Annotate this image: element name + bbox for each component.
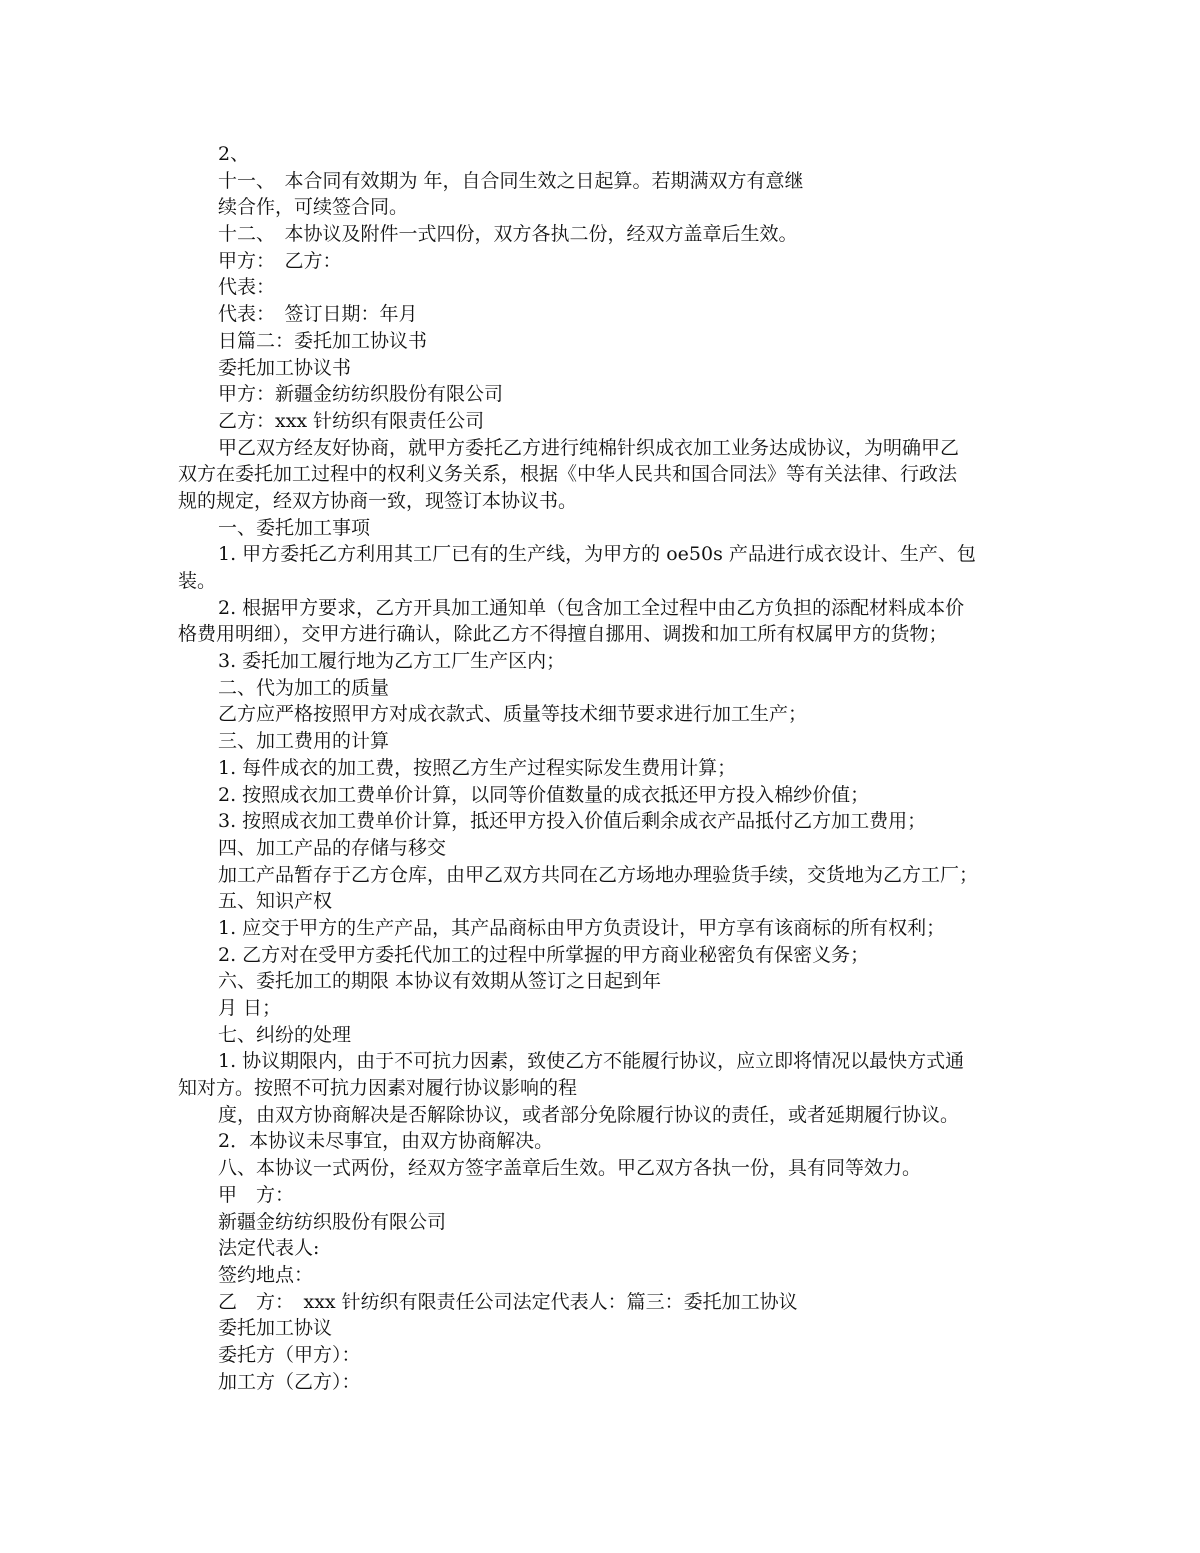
document-line: 1. 每件成衣的加工费，按照乙方生产过程实际发生费用计算； <box>218 756 737 779</box>
document-line: 甲方： 乙方： <box>218 249 342 272</box>
document-line: 三、加工费用的计算 <box>218 730 390 753</box>
document-line: 六、委托加工的期限 本协议有效期从签订之日起到年 <box>218 970 662 993</box>
document-body <box>178 141 1028 1395</box>
document-line: 四、加工产品的存储与移交 <box>218 836 447 859</box>
document-line: 八、本协议一式两份，经双方签字盖章后生效。甲乙双方各执一份，具有同等效力。 <box>218 1157 922 1180</box>
document-line: 五、知识产权 <box>218 890 333 913</box>
document-line: 1. 甲方委托乙方利用其工厂已有的生产线，为甲方的 oe50s 产品进行成衣设计、生产、包 <box>218 543 976 566</box>
document-line: 委托方（甲方）： <box>218 1343 361 1366</box>
document-line: 十一、 本合同有效期为 年，自合同生效之日起算。若期满双方有意继 <box>218 169 804 192</box>
document-line: 2．本协议未尽事宜，由双方协商解决。 <box>218 1130 554 1153</box>
document-line: 乙方：xxx 针纺织有限责任公司 <box>218 409 485 432</box>
document-line: 1. 应交于甲方的生产产品，其产品商标由甲方负责设计，甲方享有该商标的所有权利； <box>218 916 946 939</box>
document-line: 甲方：新疆金纺纺织股份有限公司 <box>218 383 504 406</box>
document-line: 3. 按照成衣加工费单价计算，抵还甲方投入价值后剩余成衣产品抵付乙方加工费用； <box>218 810 927 833</box>
document-line: 甲 方： <box>218 1183 295 1206</box>
document-line: 日篇二：委托加工协议书 <box>218 329 428 352</box>
document-line: 1. 协议期限内，由于不可抗力因素，致使乙方不能履行协议，应立即将情况以最快方式通 <box>218 1050 965 1073</box>
document-line: 委托加工协议书 <box>218 356 352 379</box>
document-line: 代表： 签订日期：年月 <box>218 303 418 326</box>
document-line: 2. 根据甲方要求，乙方开具加工通知单（包含加工全过程中由乙方负担的添配材料成本价 <box>218 596 965 619</box>
document-line: 法定代表人: <box>218 1237 320 1260</box>
document-line: 2. 按照成衣加工费单价计算，以同等价值数量的成衣抵还甲方投入棉纱价值； <box>218 783 870 806</box>
document-line: 乙 方： xxx 针纺织有限责任公司法定代表人：篇三：委托加工协议 <box>218 1290 798 1313</box>
document-line: 乙方应严格按照甲方对成衣款式、质量等技术细节要求进行加工生产； <box>218 703 808 726</box>
document-line: 十二、 本协议及附件一式四份，双方各执二份，经双方盖章后生效。 <box>218 223 798 246</box>
document-line: 新疆金纺纺织股份有限公司 <box>218 1210 447 1233</box>
document-line: 规的规定，经双方协商一致，现签订本协议书。 <box>178 489 578 512</box>
document-line: 委托加工协议 <box>218 1317 333 1340</box>
document-line: 加工产品暂存于乙方仓库，由甲乙双方共同在乙方场地办理验货手续，交货地为乙方工厂； <box>218 863 979 886</box>
document-line: 续合作，可续签合同。 <box>218 196 409 219</box>
document-line: 2、 <box>218 143 250 165</box>
document-line: 3. 委托加工履行地为乙方工厂生产区内； <box>218 650 566 673</box>
document-line: 知对方。按照不可抗力因素对履行协议影响的程 <box>178 1077 578 1100</box>
document-line: 月 日； <box>218 997 282 1019</box>
document-line: 格费用明细），交甲方进行确认，除此乙方不得擅自挪用、调拨和加工所有权属甲方的货物； <box>178 623 948 646</box>
document-line: 加工方（乙方）： <box>218 1370 361 1393</box>
document-line: 装。 <box>178 570 217 592</box>
document-line: 签约地点： <box>218 1263 314 1286</box>
document-line: 双方在委托加工过程中的权利义务关系，根据《中华人民共和国合同法》等有关法律、行政法 <box>178 463 958 486</box>
document-line: 一、委托加工事项 <box>218 516 371 539</box>
document-line: 度，由双方协商解决是否解除协议，或者部分免除履行协议的责任，或者延期履行协议。 <box>218 1103 960 1126</box>
document-line: 甲乙双方经友好协商，就甲方委托乙方进行纯棉针织成衣加工业务达成协议，为明确甲乙 <box>218 436 960 459</box>
document-line: 二、代为加工的质量 <box>218 676 390 699</box>
document-line: 代表： <box>218 276 276 299</box>
document-line: 七、纠纷的处理 <box>218 1023 352 1046</box>
document-line: 2. 乙方对在受甲方委托代加工的过程中所掌握的甲方商业秘密负有保密义务； <box>218 943 870 966</box>
